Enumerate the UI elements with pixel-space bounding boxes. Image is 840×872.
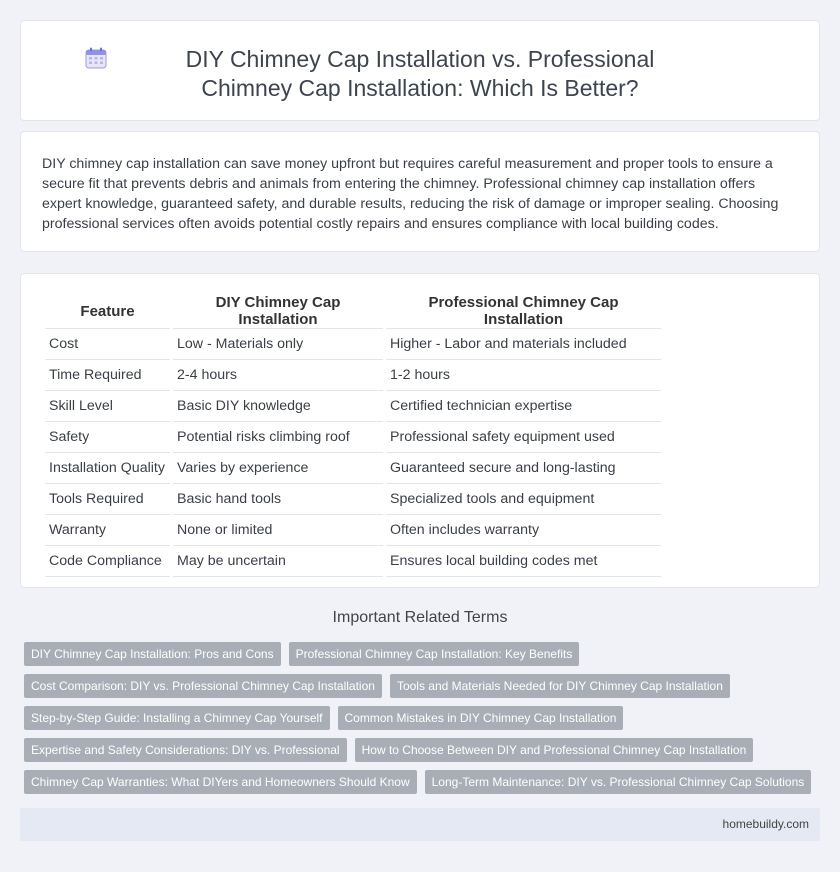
related-term-tag[interactable]: Tools and Materials Needed for DIY Chimney Cap Installation xyxy=(390,674,730,698)
table-cell: None or limited xyxy=(173,515,383,546)
table-row xyxy=(45,546,661,577)
table-cell: Safety xyxy=(45,422,170,453)
table-cell: Certified technician expertise xyxy=(386,391,661,422)
table-cell: Ensures local building codes met xyxy=(386,546,661,577)
related-term-tag[interactable]: Common Mistakes in DIY Chimney Cap Installation xyxy=(338,706,624,730)
column-header-professional: Professional Chimney Cap Installation xyxy=(386,294,661,329)
footer-site-link[interactable]: homebuildy.com xyxy=(722,817,809,831)
column-header-feature: Feature xyxy=(45,294,170,329)
table-cell: Professional safety equipment used xyxy=(386,422,661,453)
table-row xyxy=(45,422,661,453)
related-term-tag[interactable]: Step-by-Step Guide: Installing a Chimney Cap Yourself xyxy=(24,706,330,730)
table-cell: Tools Required xyxy=(45,484,170,515)
table-cell: Higher - Labor and materials included xyxy=(386,329,661,360)
table-cell: 1-2 hours xyxy=(386,360,661,391)
table-cell: Code Compliance xyxy=(45,546,170,577)
table-cell: Potential risks climbing roof xyxy=(173,422,383,453)
related-term-tag[interactable]: Long-Term Maintenance: DIY vs. Professional Chimney Cap Solutions xyxy=(425,770,812,794)
table-cell: Varies by experience xyxy=(173,453,383,484)
table-cell: Guaranteed secure and long-lasting xyxy=(386,453,661,484)
table-cell: Often includes warranty xyxy=(386,515,661,546)
related-term-tag[interactable]: Professional Chimney Cap Installation: Key Benefits xyxy=(289,642,580,666)
table-row xyxy=(45,453,661,484)
table-cell: Skill Level xyxy=(45,391,170,422)
table-row xyxy=(45,515,661,546)
table-header-row xyxy=(45,294,661,329)
table-cell: May be uncertain xyxy=(173,546,383,577)
table-row xyxy=(45,360,661,391)
related-term-tag[interactable]: Expertise and Safety Considerations: DIY vs. Professional xyxy=(24,738,347,762)
table-cell: Low - Materials only xyxy=(173,329,383,360)
comparison-table-card xyxy=(20,273,820,588)
related-term-tag[interactable]: DIY Chimney Cap Installation: Pros and Cons xyxy=(24,642,281,666)
page-title: DIY Chimney Cap Installation vs. Professional Chimney Cap Installation: Which Is Better? xyxy=(185,46,655,101)
table-cell: Installation Quality xyxy=(45,453,170,484)
table-cell: Basic DIY knowledge xyxy=(173,391,383,422)
table-cell: Specialized tools and equipment xyxy=(386,484,661,515)
table-cell: Warranty xyxy=(45,515,170,546)
table-row xyxy=(45,329,661,360)
related-term-tag[interactable]: Chimney Cap Warranties: What DIYers and Homeowners Should Know xyxy=(24,770,417,794)
comparison-table xyxy=(42,294,664,577)
related-term-tag[interactable]: How to Choose Between DIY and Professional Chimney Cap Installation xyxy=(355,738,754,762)
related-terms-heading: Important Related Terms xyxy=(332,609,508,626)
column-header-diy: DIY Chimney Cap Installation xyxy=(173,294,383,329)
table-cell: Cost xyxy=(45,329,170,360)
related-term-tag[interactable]: Cost Comparison: DIY vs. Professional Chimney Cap Installation xyxy=(24,674,382,698)
intro-paragraph: DIY chimney cap installation can save money upfront but requires careful measurement and proper tools to ensure a secure fit that prevents debris and animals from entering the chimney. Professional chimney cap installation offers expert knowledge, guaranteed safety, and durable results, reducing the risk of damage or improper sealing. Choosing professional services often avoids potential costly repairs and ensures compliance with local building codes. xyxy=(42,156,779,232)
related-terms-list xyxy=(24,642,824,802)
title-card xyxy=(20,20,820,121)
table-row xyxy=(45,391,661,422)
footer xyxy=(20,808,820,841)
table-row xyxy=(45,484,661,515)
table-cell: Basic hand tools xyxy=(173,484,383,515)
table-cell: 2-4 hours xyxy=(173,360,383,391)
table-cell: Time Required xyxy=(45,360,170,391)
intro-card xyxy=(20,131,820,252)
